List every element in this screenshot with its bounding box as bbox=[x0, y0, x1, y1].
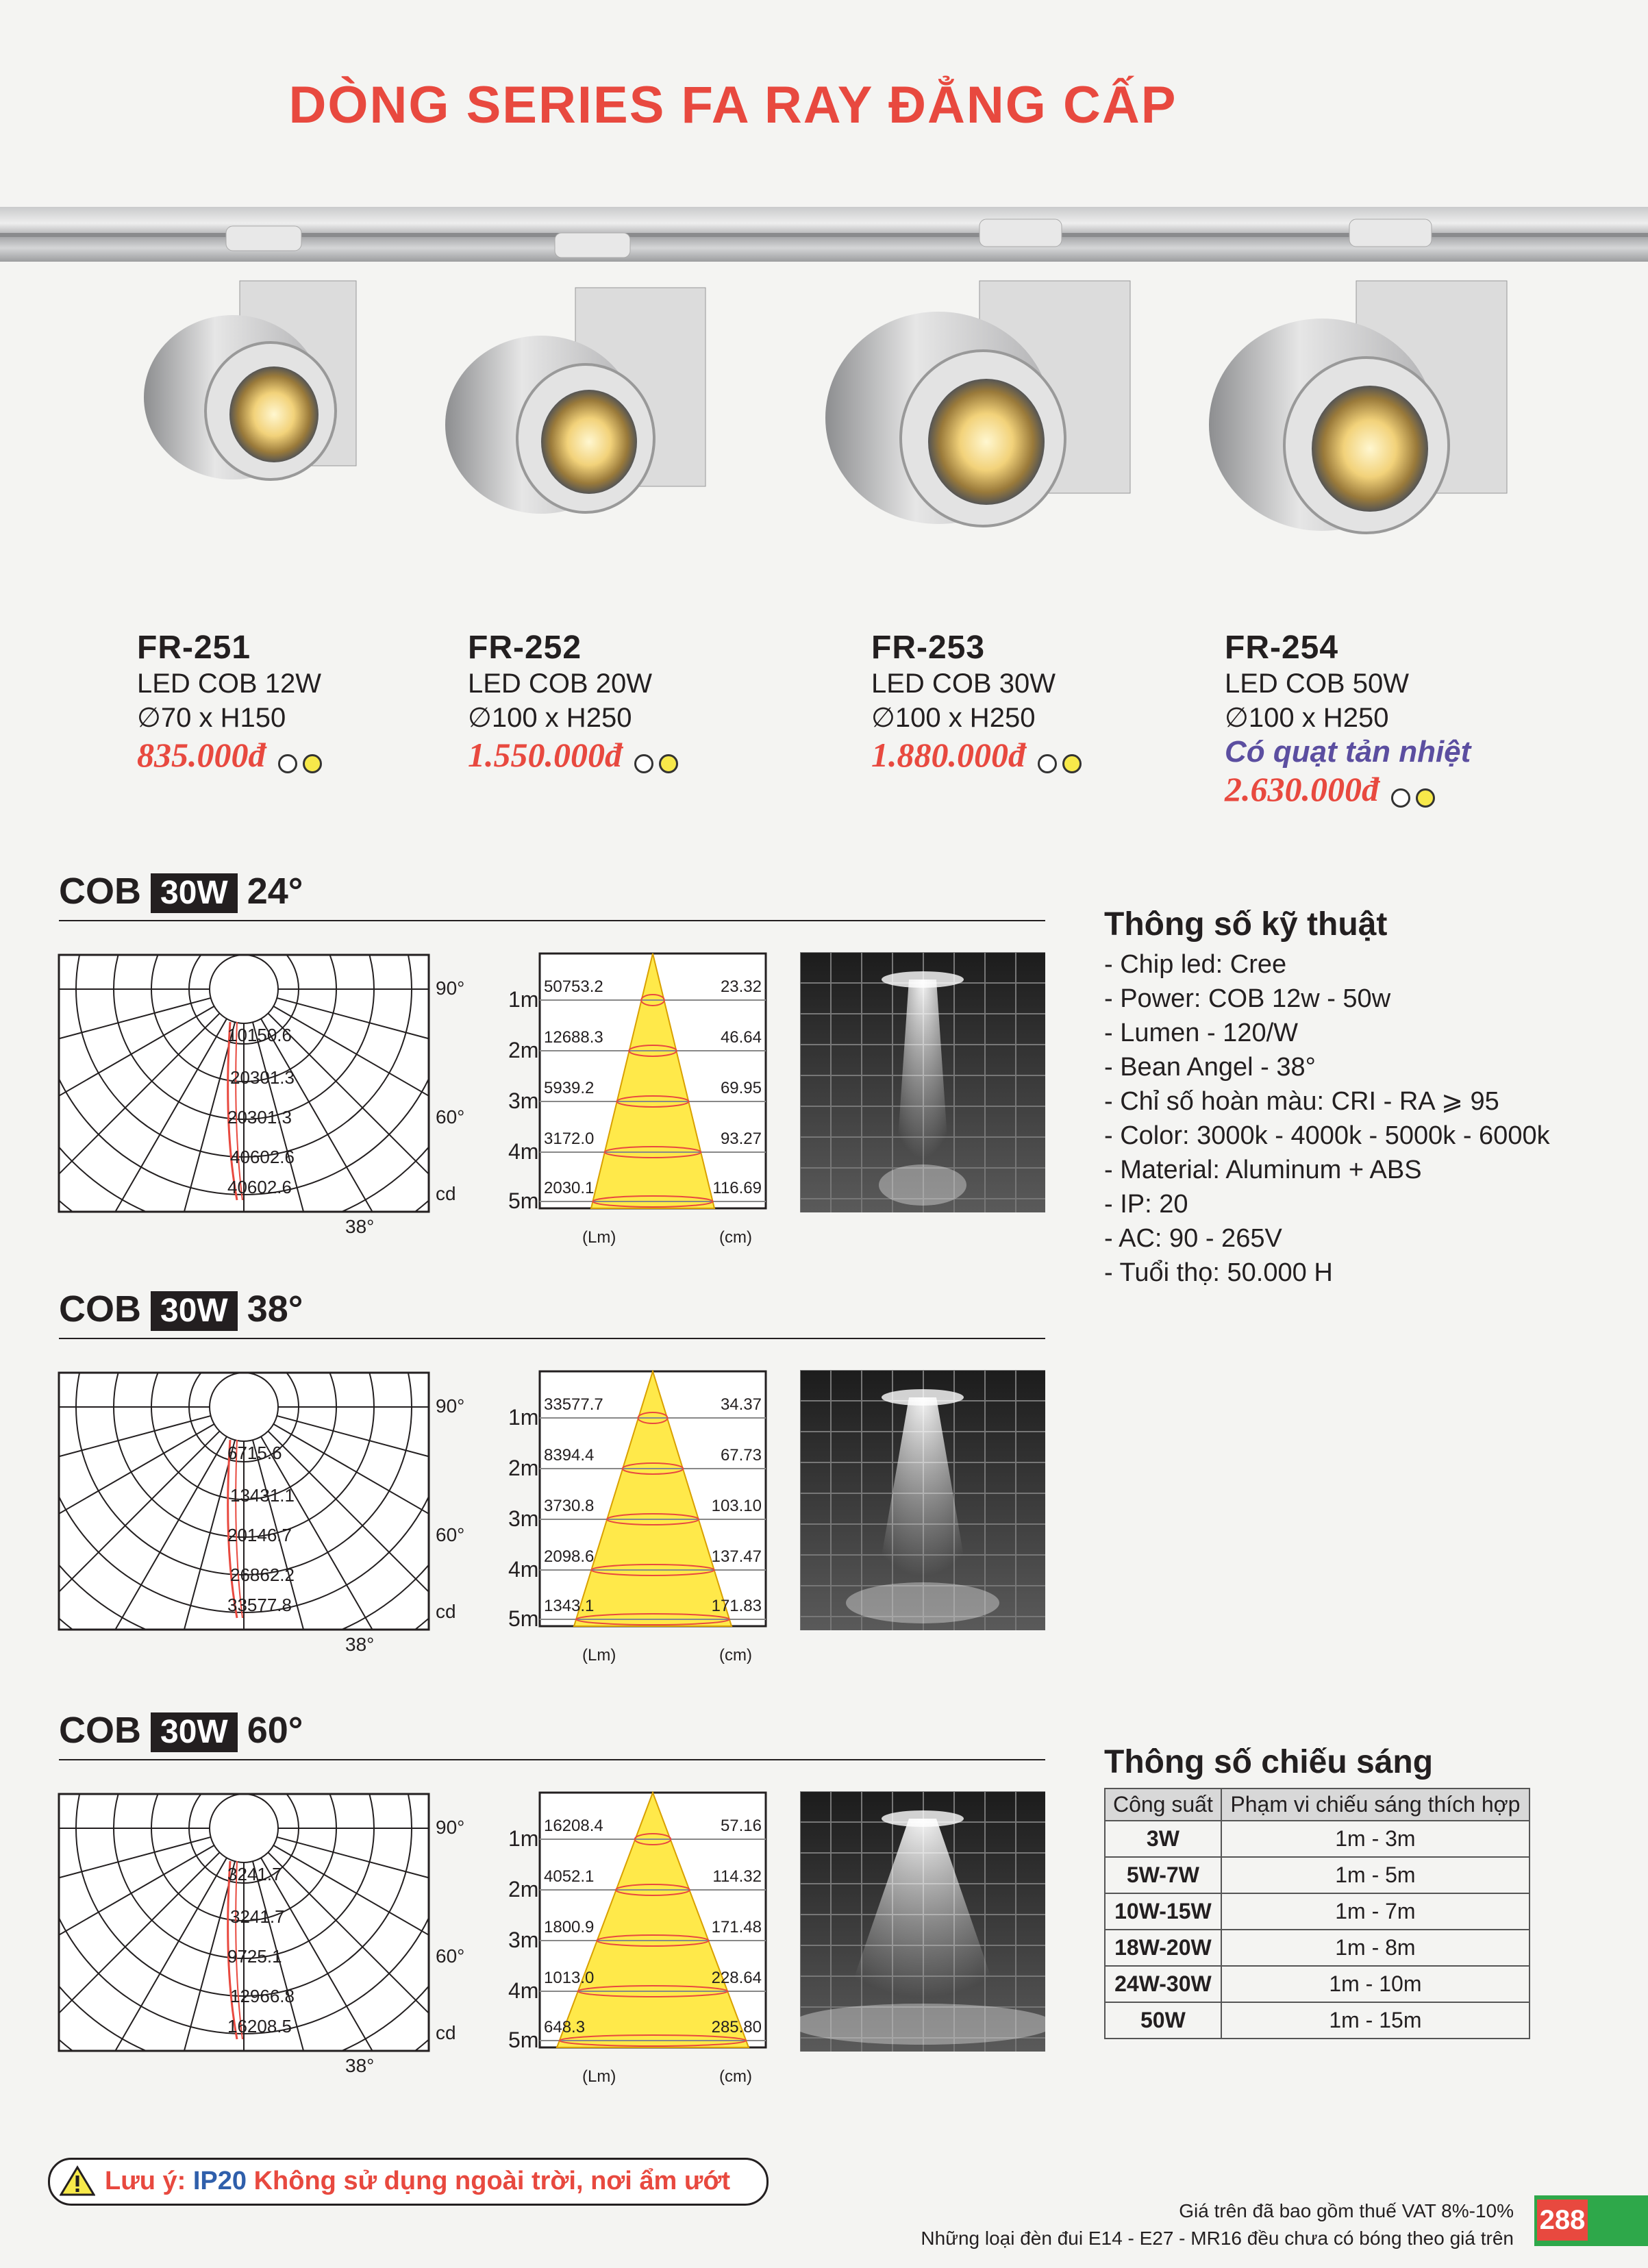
cone-unit-label: (cm) bbox=[719, 2067, 752, 2086]
product-power: LED COB 50W bbox=[1225, 669, 1409, 699]
spec-line: - IP: 20 bbox=[1104, 1190, 1188, 1219]
polar-axis-label-deg38: 38° bbox=[345, 1634, 375, 1655]
cone-dist-label: 5m bbox=[508, 1188, 539, 1213]
range-cell: 1m - 3m bbox=[1221, 1821, 1530, 1857]
cone-lm-label: 3172.0 bbox=[544, 1130, 595, 1148]
spec-line: - AC: 90 - 265V bbox=[1104, 1224, 1282, 1253]
polar-axis-label-deg60: 60° bbox=[436, 1945, 465, 1967]
note-ip: IP20 bbox=[192, 2167, 247, 2195]
lighting-specs bbox=[1104, 1743, 1530, 2039]
yellow-color-dot bbox=[1062, 754, 1082, 773]
section-prefix: COB bbox=[59, 1288, 141, 1330]
range-cell: 1m - 5m bbox=[1221, 1857, 1530, 1893]
beam-section-heading bbox=[59, 1288, 303, 1331]
product-feature-note: Có quạt tản nhiệt bbox=[1225, 735, 1471, 769]
lamp-fr-251 bbox=[144, 226, 356, 479]
polar-axis-label-unit: cd bbox=[436, 1183, 456, 1204]
page-number-badge bbox=[1534, 2195, 1648, 2246]
cone-dist-label: 2m bbox=[508, 1456, 539, 1480]
polar-axis-label-deg90: 90° bbox=[436, 977, 465, 999]
section-prefix: COB bbox=[59, 1710, 141, 1751]
beam-section-heading bbox=[59, 870, 303, 913]
table-row bbox=[1105, 2002, 1530, 2039]
section-divider bbox=[59, 1759, 1045, 1760]
polar-axis-label-deg38: 38° bbox=[345, 2055, 375, 2076]
spec-line: - Chip led: Cree bbox=[1104, 950, 1287, 979]
tech-specs bbox=[1104, 906, 1625, 1290]
cone-lm-label: 1013.0 bbox=[544, 1969, 595, 1987]
spec-line: - Chỉ số hoàn màu: CRI - RA ⩾ 95 bbox=[1104, 1087, 1499, 1116]
cone-dist-label: 4m bbox=[508, 1978, 539, 2003]
cone-lm-label: 16208.4 bbox=[544, 1817, 603, 1835]
section-angle: 24° bbox=[247, 871, 303, 912]
polar-axis-label-deg90: 90° bbox=[436, 1395, 465, 1417]
product-fr-251 bbox=[137, 629, 466, 775]
cone-unit-label: (Lm) bbox=[582, 2067, 616, 2086]
section-divider bbox=[59, 920, 1045, 921]
cone-dist-label: 5m bbox=[508, 2028, 539, 2052]
power-cell: 24W-30W bbox=[1105, 1966, 1221, 2002]
table-row bbox=[1105, 1930, 1530, 1966]
cone-dist-label: 3m bbox=[508, 1506, 539, 1531]
white-color-dot bbox=[1391, 788, 1410, 808]
product-code: FR-253 bbox=[871, 630, 986, 666]
section-angle: 38° bbox=[247, 1288, 303, 1330]
cone-lm-label: 33577.7 bbox=[544, 1395, 603, 1414]
table-row bbox=[1105, 1893, 1530, 1930]
cone-cm-label: 114.32 bbox=[712, 1867, 762, 1886]
polar-intensity-label: 16208.5 bbox=[227, 2016, 292, 2036]
cone-cm-label: 93.27 bbox=[720, 1130, 762, 1148]
cone-lm-label: 12688.3 bbox=[544, 1028, 603, 1047]
color-dots bbox=[634, 754, 684, 773]
cone-lm-label: 648.3 bbox=[544, 2018, 586, 2036]
yellow-color-dot bbox=[1416, 788, 1435, 808]
product-price: 2.630.000đ bbox=[1225, 770, 1379, 808]
cone-dist-label: 3m bbox=[508, 1088, 539, 1113]
table-row bbox=[1105, 1857, 1530, 1893]
beam-photo bbox=[800, 1370, 1045, 1630]
product-fr-253 bbox=[871, 629, 1200, 775]
white-color-dot bbox=[278, 754, 297, 773]
section-watt: 30W bbox=[151, 1291, 238, 1331]
polar-intensity-label: 40602.6 bbox=[230, 1147, 295, 1167]
yellow-color-dot bbox=[659, 754, 678, 773]
cone-lm-label: 4052.1 bbox=[544, 1867, 595, 1886]
lamp-fr-254 bbox=[1209, 219, 1507, 533]
polar-axis-label-unit: cd bbox=[436, 2022, 456, 2043]
polar-intensity-label: 33577.8 bbox=[227, 1595, 292, 1615]
polar-intensity-label: 13431.1 bbox=[230, 1485, 295, 1506]
cone-lm-label: 1800.9 bbox=[544, 1918, 595, 1936]
product-code: FR-251 bbox=[137, 630, 251, 666]
beam-cone-diagram bbox=[500, 1791, 774, 2093]
product-price: 1.550.000đ bbox=[468, 736, 622, 774]
polar-intensity-label: 3241.7 bbox=[230, 1906, 285, 1927]
product-size: ∅100 x H250 bbox=[1225, 703, 1389, 733]
product-code: FR-254 bbox=[1225, 630, 1339, 666]
cone-dist-label: 1m bbox=[508, 987, 539, 1012]
beam-section-heading bbox=[59, 1709, 303, 1752]
warning-note bbox=[48, 2158, 769, 2206]
table-header: Công suất bbox=[1105, 1789, 1221, 1821]
cone-unit-label: (Lm) bbox=[582, 1228, 616, 1247]
color-dots bbox=[1391, 788, 1440, 808]
product-size: ∅70 x H150 bbox=[137, 703, 286, 733]
polar-axis-label-unit: cd bbox=[436, 1601, 456, 1622]
lamp-fr-253 bbox=[825, 219, 1130, 526]
polar-intensity-diagram bbox=[58, 1371, 482, 1659]
cone-dist-label: 4m bbox=[508, 1139, 539, 1164]
power-cell: 3W bbox=[1105, 1821, 1221, 1857]
polar-intensity-label: 3241.7 bbox=[227, 1864, 282, 1884]
footer-note: Những loại đèn đui E14 - E27 - MR16 đều chưa có bóng theo giá trên bbox=[921, 2228, 1514, 2249]
cone-lm-label: 3730.8 bbox=[544, 1497, 595, 1515]
track-lights-illustration bbox=[0, 205, 1648, 630]
polar-intensity-diagram bbox=[58, 1793, 482, 2080]
product-fr-254 bbox=[1225, 629, 1553, 809]
white-color-dot bbox=[634, 754, 653, 773]
spec-line: - Bean Angel - 38° bbox=[1104, 1053, 1316, 1082]
warning-icon bbox=[60, 2165, 95, 2197]
cone-dist-label: 2m bbox=[508, 1038, 539, 1062]
cone-cm-label: 137.47 bbox=[711, 1547, 762, 1566]
polar-axis-label-deg60: 60° bbox=[436, 1524, 465, 1545]
product-power: LED COB 30W bbox=[871, 669, 1056, 699]
range-cell: 1m - 8m bbox=[1221, 1930, 1530, 1966]
range-cell: 1m - 10m bbox=[1221, 1966, 1530, 2002]
power-cell: 10W-15W bbox=[1105, 1893, 1221, 1930]
spec-line: - Material: Aluminum + ABS bbox=[1104, 1156, 1422, 1184]
product-size: ∅100 x H250 bbox=[468, 703, 632, 733]
polar-axis-label-deg90: 90° bbox=[436, 1817, 465, 1838]
power-cell: 18W-20W bbox=[1105, 1930, 1221, 1966]
footer-vat: Giá trên đã bao gồm thuế VAT 8%-10% bbox=[1179, 2200, 1514, 2221]
cone-unit-label: (cm) bbox=[719, 1646, 752, 1665]
cone-unit-label: (Lm) bbox=[582, 1646, 616, 1665]
cone-cm-label: 171.48 bbox=[711, 1918, 762, 1936]
cone-lm-label: 5939.2 bbox=[544, 1079, 595, 1097]
cone-cm-label: 46.64 bbox=[720, 1028, 762, 1047]
spec-line: - Lumen - 120/W bbox=[1104, 1019, 1298, 1047]
page-number: 288 bbox=[1537, 2200, 1588, 2241]
range-cell: 1m - 15m bbox=[1221, 2002, 1530, 2039]
color-dots bbox=[1038, 754, 1087, 773]
cone-lm-label: 50753.2 bbox=[544, 977, 603, 996]
page-title: DÒNG SERIES FA RAY ĐẲNG CẤP bbox=[288, 76, 1177, 134]
cone-cm-label: 228.64 bbox=[711, 1969, 762, 1987]
polar-intensity-label: 9725.1 bbox=[227, 1946, 282, 1967]
beam-photo bbox=[800, 952, 1045, 1212]
cone-dist-label: 4m bbox=[508, 1557, 539, 1582]
white-color-dot bbox=[1038, 754, 1057, 773]
polar-axis-label-deg38: 38° bbox=[345, 1216, 375, 1237]
table-row bbox=[1105, 1966, 1530, 2002]
cone-cm-label: 57.16 bbox=[720, 1817, 762, 1835]
cone-lm-label: 1343.1 bbox=[544, 1597, 595, 1615]
product-fr-252 bbox=[468, 629, 797, 775]
cone-cm-label: 23.32 bbox=[720, 977, 762, 996]
product-size: ∅100 x H250 bbox=[871, 703, 1036, 733]
polar-intensity-label: 20301.3 bbox=[230, 1067, 295, 1088]
polar-intensity-label: 12966.8 bbox=[230, 1986, 295, 2006]
note-label: Lưu ý: bbox=[105, 2167, 186, 2195]
lighting-specs-title: Thông số chiếu sáng bbox=[1104, 1744, 1434, 1780]
tech-specs-title: Thông số kỹ thuật bbox=[1104, 906, 1388, 943]
product-price: 835.000đ bbox=[137, 736, 266, 774]
yellow-color-dot bbox=[303, 754, 322, 773]
cone-lm-label: 2098.6 bbox=[544, 1547, 595, 1566]
cone-cm-label: 116.69 bbox=[712, 1179, 762, 1197]
section-watt: 30W bbox=[151, 873, 238, 913]
beam-cone-diagram bbox=[500, 1370, 774, 1671]
cone-cm-label: 34.37 bbox=[720, 1395, 762, 1414]
product-price: 1.880.000đ bbox=[871, 736, 1025, 774]
cone-lm-label: 2030.1 bbox=[544, 1179, 595, 1197]
section-watt: 30W bbox=[151, 1712, 238, 1752]
color-dots bbox=[278, 754, 327, 773]
polar-intensity-label: 6715.6 bbox=[227, 1443, 282, 1463]
polar-intensity-label: 40602.6 bbox=[227, 1177, 292, 1197]
cone-dist-label: 3m bbox=[508, 1928, 539, 1952]
table-header: Phạm vi chiếu sáng thích hợp bbox=[1221, 1789, 1530, 1821]
table-row bbox=[1105, 1821, 1530, 1857]
cone-lm-label: 8394.4 bbox=[544, 1446, 595, 1465]
cone-dist-label: 1m bbox=[508, 1405, 539, 1430]
cone-dist-label: 5m bbox=[508, 1606, 539, 1631]
product-power: LED COB 12W bbox=[137, 669, 321, 699]
polar-axis-label-deg60: 60° bbox=[436, 1106, 465, 1127]
section-prefix: COB bbox=[59, 871, 141, 912]
spec-line: - Color: 3000k - 4000k - 5000k - 6000k bbox=[1104, 1121, 1550, 1150]
beam-cone-diagram bbox=[500, 952, 774, 1254]
cone-unit-label: (cm) bbox=[719, 1228, 752, 1247]
note-text: Không sử dụng ngoài trời, nơi ẩm ướt bbox=[253, 2167, 731, 2195]
polar-intensity-label: 10150.6 bbox=[227, 1025, 292, 1045]
spec-line: - Tuổi thọ: 50.000 H bbox=[1104, 1258, 1333, 1287]
power-cell: 5W-7W bbox=[1105, 1857, 1221, 1893]
cone-cm-label: 69.95 bbox=[720, 1079, 762, 1097]
polar-intensity-diagram bbox=[58, 954, 482, 1241]
cone-dist-label: 2m bbox=[508, 1877, 539, 1902]
polar-intensity-label: 26862.2 bbox=[230, 1565, 295, 1585]
product-code: FR-252 bbox=[468, 630, 582, 666]
spec-line: - Power: COB 12w - 50w bbox=[1104, 984, 1391, 1013]
product-power: LED COB 20W bbox=[468, 669, 652, 699]
beam-photo bbox=[800, 1791, 1045, 2052]
cone-cm-label: 171.83 bbox=[711, 1597, 762, 1615]
polar-intensity-label: 20301.3 bbox=[227, 1107, 292, 1127]
section-divider bbox=[59, 1338, 1045, 1339]
lamp-fr-252 bbox=[445, 233, 706, 514]
section-angle: 60° bbox=[247, 1710, 303, 1751]
range-cell: 1m - 7m bbox=[1221, 1893, 1530, 1930]
cone-dist-label: 1m bbox=[508, 1826, 539, 1851]
polar-intensity-label: 20146.7 bbox=[227, 1525, 292, 1545]
cone-cm-label: 103.10 bbox=[711, 1497, 762, 1515]
cone-cm-label: 67.73 bbox=[720, 1446, 762, 1465]
cone-cm-label: 285.80 bbox=[711, 2018, 762, 2036]
lighting-table bbox=[1104, 1788, 1530, 2039]
power-cell: 50W bbox=[1105, 2002, 1221, 2039]
